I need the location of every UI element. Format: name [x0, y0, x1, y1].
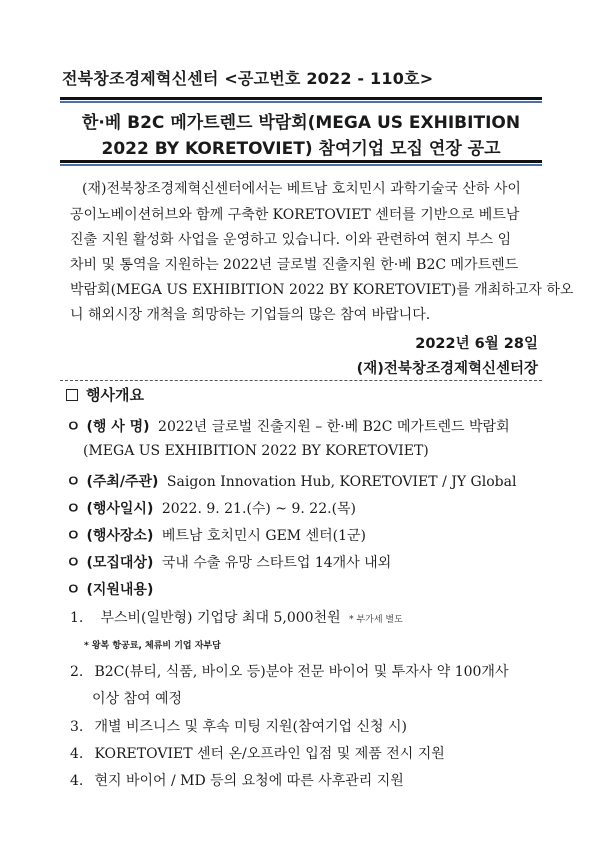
airfare-note: * 왕복 항공료, 체류비 기업 자부담: [84, 641, 221, 651]
support-list-item: [70, 743, 445, 763]
support-list-item: [70, 607, 403, 627]
support-item: [66, 578, 153, 599]
bullet-icon: ㅇ: [66, 553, 81, 571]
list-number: 4.: [70, 746, 84, 762]
section-heading: [66, 384, 144, 405]
issuing-organization: (재)전북창조경제혁신센터장: [356, 361, 538, 377]
intro-line: 진출 지원 활성화 사업을 운영하고 있습니다. 이와 관련하여 현지 부스 임: [70, 232, 512, 248]
title-top-rule: [60, 97, 542, 100]
event-name-item: [66, 415, 510, 436]
item-value: Saigon Innovation Hub, KORETOVIET / JY Global: [166, 474, 517, 490]
list-text: KORETOVIET 센터 온/오프라인 입점 및 제품 전시 지원: [94, 746, 445, 762]
item-label: (모집대상): [86, 555, 154, 571]
title-top-accent-rule: [60, 101, 542, 103]
list-number: 3.: [70, 719, 84, 735]
venue-item: [66, 524, 366, 545]
notice-header: 전북창조경제혁신센터 <공고번호 2022 - 110호>: [62, 69, 434, 88]
item-value: 국내 수출 유망 스타트업 14개사 내외: [161, 555, 392, 571]
document-title-line-2: 2022 BY KORETOVIET) 참여기업 모집 연장 공고: [101, 139, 501, 159]
support-list-item: [70, 661, 509, 681]
square-bullet-icon: [66, 389, 78, 401]
event-date-item: [66, 497, 356, 518]
item-value: 2022. 9. 21.(수) ~ 9. 22.(목): [161, 501, 357, 517]
support-list-item: [70, 716, 407, 736]
item-value: 베트남 호치민시 GEM 센터(1군): [161, 528, 366, 544]
document-title-line-1: 한·베 B2C 메가트렌드 박람회(MEGA US EXHIBITION: [81, 113, 521, 133]
intro-line: 니 해외시장 개척을 희망하는 기업들의 많은 참여 바랍니다.: [70, 307, 431, 323]
target-item: [66, 551, 391, 572]
list-text: 부스비(일반형) 기업당 최대 5,000천원: [100, 610, 341, 626]
vat-note: * 부가세 별도: [349, 615, 403, 625]
section-divider: [60, 380, 542, 381]
section-heading-text: 행사개요: [86, 386, 144, 404]
list-number: 1.: [70, 610, 84, 626]
title-bottom-rule: [60, 160, 542, 163]
list-text-continuation: 이상 참여 예정: [92, 691, 183, 707]
item-value-continuation: (MEGA US EXHIBITION 2022 BY KORETOVIET): [83, 443, 429, 459]
item-value: 2022년 글로벌 진출지원 – 한·베 B2C 메가트렌드 박람회: [158, 419, 510, 435]
bullet-icon: ㅇ: [66, 580, 81, 598]
item-label: (행 사 명): [86, 419, 150, 435]
title-bottom-accent-rule: [60, 164, 542, 166]
bullet-icon: ㅇ: [66, 417, 81, 435]
support-list-item: [70, 770, 404, 790]
intro-line: 공이노베이션허브와 함께 구축한 KORETOVIET 센터를 기반으로 베트남: [70, 207, 520, 223]
item-label: (지원내용): [86, 582, 154, 598]
list-number: 2.: [70, 664, 84, 680]
item-label: (주최/주관): [86, 474, 159, 490]
intro-line: 박람회(MEGA US EXHIBITION 2022 BY KORETOVIET)를 개최하고자 하오: [70, 282, 574, 298]
notice-date: 2022년 6월 28일: [415, 336, 538, 352]
item-label: (행사일시): [86, 501, 154, 517]
bullet-icon: ㅇ: [66, 472, 81, 490]
bullet-icon: ㅇ: [66, 499, 81, 517]
list-number: 4.: [70, 773, 84, 789]
list-text: 개별 비즈니스 및 후속 미팅 지원(참여기업 신청 시): [94, 719, 408, 735]
intro-line: (재)전북창조경제혁신센터에서는 베트남 호치민시 과학기술국 산하 사이: [82, 181, 521, 197]
list-text: 현지 바이어 / MD 등의 요청에 따른 사후관리 지원: [94, 773, 404, 789]
intro-line: 차비 및 통역을 지원하는 2022년 글로벌 진출지원 한·베 B2C 메가트렌드: [70, 257, 519, 273]
bullet-icon: ㅇ: [66, 526, 81, 544]
list-text: B2C(뷰티, 식품, 바이오 등)분야 전문 바이어 및 투자사 약 100개사: [94, 664, 509, 680]
item-label: (행사장소): [86, 528, 154, 544]
host-item: [66, 470, 516, 491]
